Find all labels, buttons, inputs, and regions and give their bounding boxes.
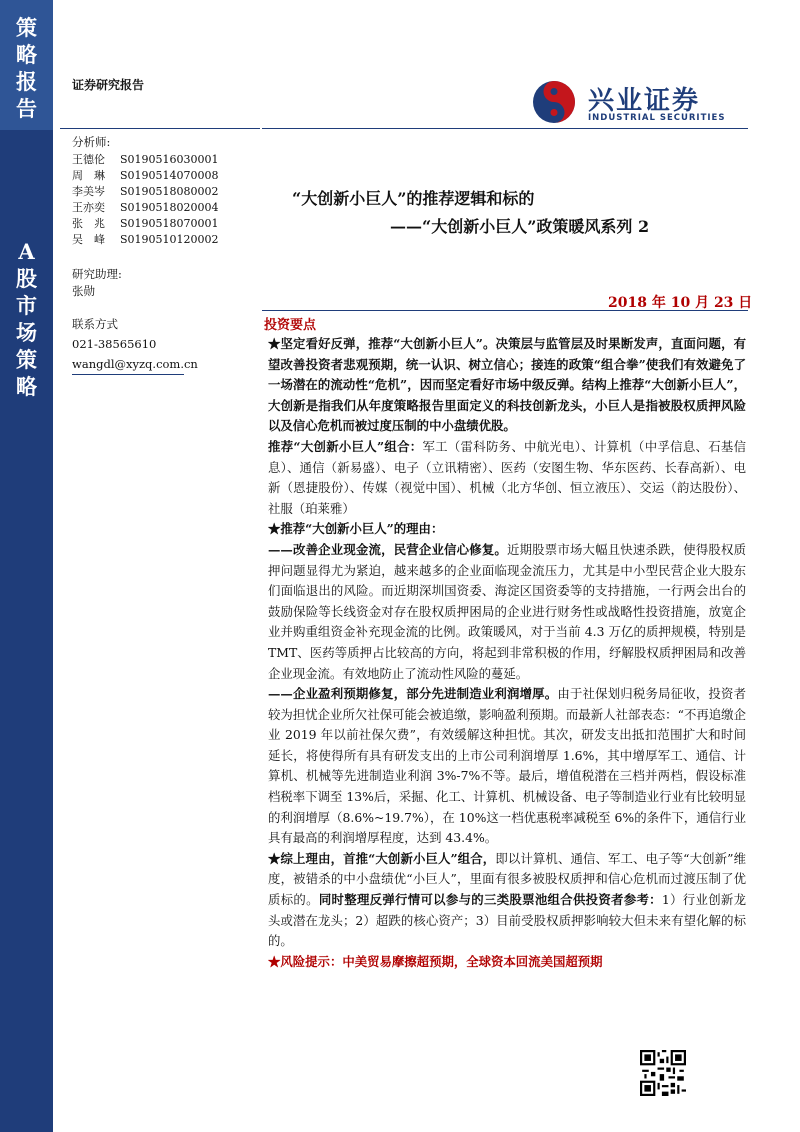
risk-warning	[268, 952, 746, 973]
summary-lead: ★综上理由，首推“大创新小巨人”组合，	[268, 850, 496, 866]
date-rule	[262, 310, 748, 311]
analyst-row	[72, 232, 257, 248]
paragraph-outlook: ★坚定看好反弹，推荐“大创新小巨人”。决策层与监管层及时果断发声，直面问题，有望改善投资者悲观预期，统一认识、树立信心；接连的政策“组合拳”使我们有效避免了一场潜在的流动性“危机”，因而坚定看好市场中级反弹。结构上推荐“大创新小巨人”，大创新是指我们从年度策略报告里面定义的科技创新龙头，小巨人是指被股权质押风险以及信心危机而被过度压制的中小盘绩优股。	[268, 336, 746, 434]
analyst-row	[72, 200, 257, 216]
analyst-id: S0190518070001	[120, 217, 219, 230]
sidebar-market-label: A 股 市 场 策 略	[16, 239, 37, 399]
analyst-id: S0190516030001	[120, 153, 219, 166]
analyst-name: 王亦奕	[72, 201, 105, 214]
risk-label: ★风险提示：	[268, 953, 343, 969]
qr-code-icon	[640, 1050, 686, 1096]
assistant-block	[72, 266, 257, 300]
header-rule-left	[60, 128, 260, 129]
analyst-name: 周 琳	[72, 169, 105, 182]
analyst-name: 张 兆	[72, 217, 105, 230]
summary-end: 1）行业创新龙头或潜在龙头；2）超跌的核心资产；3）目前受股权质押影响较大但未来有望化解的标的。	[268, 892, 747, 949]
analyst-name: 吴 峰	[72, 233, 105, 246]
assistant-name: 张勋	[72, 284, 95, 298]
analyst-id: S0190518080002	[120, 185, 219, 198]
risk-text: 中美贸易摩擦超预期，全球资本回流美国超预期	[342, 953, 603, 969]
paragraph-summary	[268, 849, 746, 952]
analyst-row	[72, 184, 257, 200]
portfolio-text: 军工（雷科防务、中航光电）、计算机（中孚信息、石基信息）、通信（新易盛）、电子（立讯精密）、医药（安图生物、华东医药、长春高新）、电新（恩捷股份）、传媒（视觉中国）、机械（北方华创、恒立液压）、交运（韵达股份）、社服（珀莱雅）	[268, 438, 746, 516]
contact-rule	[72, 374, 184, 375]
logo-english-text: INDUSTRIAL SECURITIES	[588, 113, 726, 123]
profit-text: 由于社保划归税务局征收，投资者较为担忧企业所欠社保可能会被追缴，影响盈利预期。而最新人社部表态：“不再追缴企业 2019 年以前社保欠费”，有效缓解这种担忧。其次，研发支出抵扣范围扩大和时间延长，将使得所有具有研发支出的上市公司利润增厚 1.6%，其中增厚军工、通信、计算机、机械等先进制造业利润 3%-7%不等。最后，增值税潜在三档并两档，假设标准档税率下调至 13%后，采掘、化工、计算机、机械设备、电子等制造业行业有比较明显的利润增厚（8.6%~19.7%），在 10%这一档优惠税率减税至 6%的条件下，通信行业具有最高的利润增厚程度，达到 43.4%。	[268, 686, 747, 846]
contact-label: 联系方式	[72, 317, 118, 331]
investment-highlights	[268, 334, 746, 972]
paragraph-profit	[268, 684, 746, 849]
report-subtitle: ——“大创新小巨人”政策暖风系列 2	[390, 217, 650, 236]
header-rule-right	[262, 128, 748, 129]
left-sidebar	[0, 0, 53, 1132]
sidebar-report-label: 策 略 报 告	[16, 15, 37, 121]
summary-lead-2: 同时整理反弹行情可以参与的三类股票池组合供投资者参考：	[318, 892, 662, 908]
logo-swirl-icon	[528, 78, 584, 126]
cashflow-text: 近期股票市场大幅且快速杀跌，使得股权质押问题显得尤为紧迫，越来越多的企业面临现金流压力，尤其是中小型民营企业大股东们面临退出的风险。而近期深圳国资委、海淀区国资委等的支持措施，一行两会出台的鼓励保险等长线资金对存在股权质押困局的企业进行财务性或战略性投资措施，放宽企业并购重组资金补充现金流的比例。政策暖风，对于当前 4.3 万亿的质押规模，特别是 TMT、医药等质押占比较高的方向，将起到非常积极的作用，纾解股权质押困局和改善企业现金流。有效地防止了流动性风险的蔓延。	[268, 541, 746, 681]
cashflow-lead: ——改善企业现金流，民营企业信心修复。	[268, 541, 507, 557]
analyst-row	[72, 168, 257, 184]
analyst-row	[72, 152, 257, 168]
contact-phone: 021-38565610	[72, 337, 157, 351]
paragraph-cashflow	[268, 540, 746, 684]
analyst-id: S0190510120002	[120, 233, 219, 246]
analyst-block	[72, 134, 257, 248]
summary-text: 即以计算机、通信、军工、电子等“大创新”维度，被错杀的中小盘绩优“小巨人”，里面有很多被股权质押和信心危机而过渡压制了优质标的。	[268, 850, 746, 908]
analyst-name: 王德伦	[72, 153, 105, 166]
analyst-label: 分析师:	[72, 135, 111, 149]
portfolio-lead: 推荐“大创新小巨人”组合：	[268, 438, 423, 454]
analyst-id: S0190514070008	[120, 169, 219, 182]
report-type: 证券研究报告	[72, 78, 145, 92]
company-logo	[528, 78, 748, 128]
paragraph-reasons-head: ★推荐“大创新小巨人”的理由：	[268, 521, 444, 537]
assistant-label: 研究助理:	[72, 267, 122, 281]
contact-email[interactable]: wangdl@xyzq.com.cn	[72, 357, 198, 371]
report-date: 2018 年 10 月 23 日	[608, 295, 753, 311]
logo-chinese-text: 兴业证券	[588, 86, 701, 116]
analyst-name: 李美岑	[72, 185, 105, 198]
section-heading: 投资要点	[264, 318, 317, 333]
analyst-id: S0190518020004	[120, 201, 219, 214]
paragraph-portfolio	[268, 437, 746, 519]
contact-block	[72, 314, 257, 374]
analyst-row	[72, 216, 257, 232]
report-title: “大创新小巨人”的推荐逻辑和标的	[292, 189, 535, 208]
profit-lead: ——企业盈利预期修复，部分先进制造业利润增厚。	[268, 686, 558, 702]
